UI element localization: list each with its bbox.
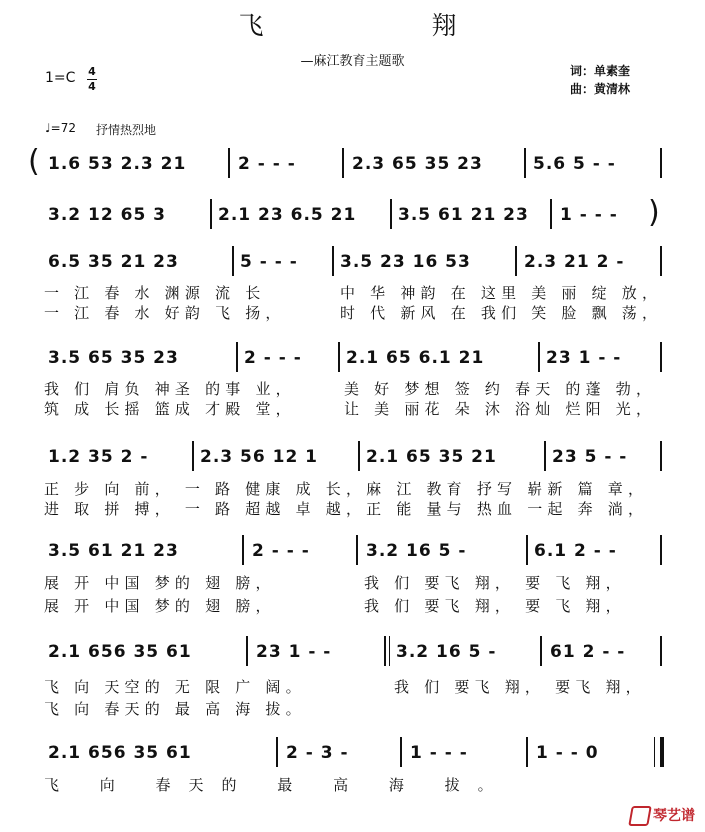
measure-4: 1 - - - (560, 205, 618, 225)
barline (660, 535, 662, 565)
lyric-line: 飞 向 春天的 最 高 海 拔。 (44, 776, 511, 794)
barline (192, 441, 194, 471)
measure-1: 1.6 53 2.3 21 (48, 154, 187, 174)
measure-3: 3.2 16 5 - (396, 642, 497, 662)
staff-row-1 (0, 144, 705, 184)
staff-row-2 (0, 195, 705, 235)
lyric-line: 时 代 新风 在 我们 笑 脸 飘 荡， (340, 304, 663, 322)
barline (544, 441, 546, 471)
lyric-line: 我 们 要飞 翔， 要飞 翔， (394, 678, 646, 696)
measure-3: 1 - - - (410, 743, 468, 763)
repeat-open-paren: ( (28, 144, 40, 179)
lyric-line: 筑 成 长摇 篮成 才殿 堂， (44, 400, 296, 418)
tempo-mark: ♩=72 (45, 121, 76, 135)
measure-3: 2.1 65 35 21 (366, 447, 497, 467)
lyric-line: 我 们 肩负 神圣 的事 业， (44, 380, 296, 398)
measure-4: 23 5 - - (552, 447, 628, 467)
barline (526, 535, 528, 565)
measure-3: 2.3 65 35 23 (352, 154, 483, 174)
measure-1: 3.2 12 65 3 (48, 205, 167, 225)
barline (540, 636, 542, 666)
lyric-line: 展 开 中国 梦的 翅 膀， (44, 597, 276, 615)
barline (660, 246, 662, 276)
lyric-line: 飞 向 春天的 最 高 海 拔。 (44, 700, 306, 718)
composer-credit: 曲：黄清林 (570, 82, 631, 96)
measure-2: 23 1 - - (256, 642, 332, 662)
barline (526, 737, 528, 767)
measure-1: 6.5 35 21 23 (48, 252, 179, 272)
barline (246, 636, 248, 666)
staff-row-3 (0, 246, 705, 282)
barline (515, 246, 517, 276)
barline (390, 199, 392, 229)
logo-icon (628, 806, 652, 826)
measure-1: 3.5 65 35 23 (48, 348, 179, 368)
barline (524, 148, 526, 178)
time-top: 4 (88, 65, 96, 78)
measure-4: 2.3 21 2 - (524, 252, 625, 272)
time-bottom: 4 (88, 80, 96, 93)
lyricist-credit: 词：单素奎 (570, 64, 631, 78)
measure-4: 6.1 2 - - (534, 541, 617, 561)
lyric-line: 我 们 要飞 翔， 要 飞 翔， (364, 597, 626, 615)
key-signature: 1=C (45, 70, 76, 86)
staff-row-8 (0, 737, 705, 773)
measure-1: 3.5 61 21 23 (48, 541, 179, 561)
staff-row-7 (0, 636, 705, 672)
barline (232, 246, 234, 276)
lyric-line: 飞 向 天空的 无 限 广 阔。 (44, 678, 306, 696)
barline (236, 342, 238, 372)
lyric-line: 美 好 梦想 签 约 春天 的蓬 勃， (344, 380, 657, 398)
song-title: 飞 翔 (238, 11, 537, 40)
tempo-description: 抒情热烈地 (96, 123, 157, 137)
barline (538, 342, 540, 372)
measure-3: 3.2 16 5 - (366, 541, 467, 561)
measure-4: 5.6 5 - - (533, 154, 616, 174)
lyric-line: 正 步 向 前， 一 路 健康 成 长，麻 江 教育 抒写 崭新 篇 章， (44, 480, 649, 498)
measure-4: 1 - - 0 (536, 743, 599, 763)
barline (356, 535, 358, 565)
barline (242, 535, 244, 565)
measure-1: 1.2 35 2 - (48, 447, 149, 467)
barline (400, 737, 402, 767)
lyric-line: 让 美 丽花 朵 沐 浴灿 烂阳 光， (344, 400, 657, 418)
lyric-line: 展 开 中国 梦的 翅 膀， (44, 574, 276, 592)
time-signature (87, 66, 97, 93)
measure-2: 2.3 56 12 1 (200, 447, 319, 467)
staff-row-5 (0, 441, 705, 477)
staff-row-4 (0, 342, 705, 378)
barline (660, 148, 662, 178)
measure-2: 2 - - - (244, 348, 302, 368)
barline (342, 148, 344, 178)
barline (358, 441, 360, 471)
lyric-line: 一 江 春 水 渊源 流 长 (44, 284, 266, 302)
measure-4: 23 1 - - (546, 348, 622, 368)
lyric-line: 我 们 要飞 翔， 要 飞 翔， (364, 574, 626, 592)
barline (228, 148, 230, 178)
repeat-barline (384, 636, 386, 666)
barline (332, 246, 334, 276)
song-subtitle: —麻江教育主题歌 (300, 54, 405, 69)
lyric-line: 进 取 拼 搏， 一 路 超越 卓 越，正 能 量与 热血 一起 奔 淌， (44, 500, 649, 518)
repeat-barline-thin (389, 636, 390, 666)
watermark-text: 琴艺谱 (653, 808, 695, 824)
staff-row-6 (0, 535, 705, 571)
barline (660, 342, 662, 372)
barline (550, 199, 552, 229)
barline (210, 199, 212, 229)
final-barline (660, 737, 664, 767)
measure-2: 2 - - - (238, 154, 296, 174)
measure-3: 2.1 65 6.1 21 (346, 348, 485, 368)
measure-2: 2 - 3 - (286, 743, 349, 763)
measure-1: 2.1 656 35 61 (48, 642, 192, 662)
barline (660, 636, 662, 666)
barline (276, 737, 278, 767)
measure-2: 5 - - - (240, 252, 298, 272)
barline (660, 441, 662, 471)
lyric-line: 中 华 神韵 在 这里 美 丽 绽 放， (340, 284, 663, 302)
barline (338, 342, 340, 372)
lyric-line: 一 江 春 水 好韵 飞 扬， (44, 304, 286, 322)
final-barline-thin (654, 737, 655, 767)
measure-3: 3.5 23 16 53 (340, 252, 471, 272)
repeat-close-paren: ) (648, 195, 660, 230)
measure-2: 2 - - - (252, 541, 310, 561)
measure-2: 2.1 23 6.5 21 (218, 205, 357, 225)
measure-1: 2.1 656 35 61 (48, 743, 192, 763)
watermark-logo (630, 805, 695, 826)
measure-3: 3.5 61 21 23 (398, 205, 529, 225)
measure-4: 61 2 - - (550, 642, 626, 662)
